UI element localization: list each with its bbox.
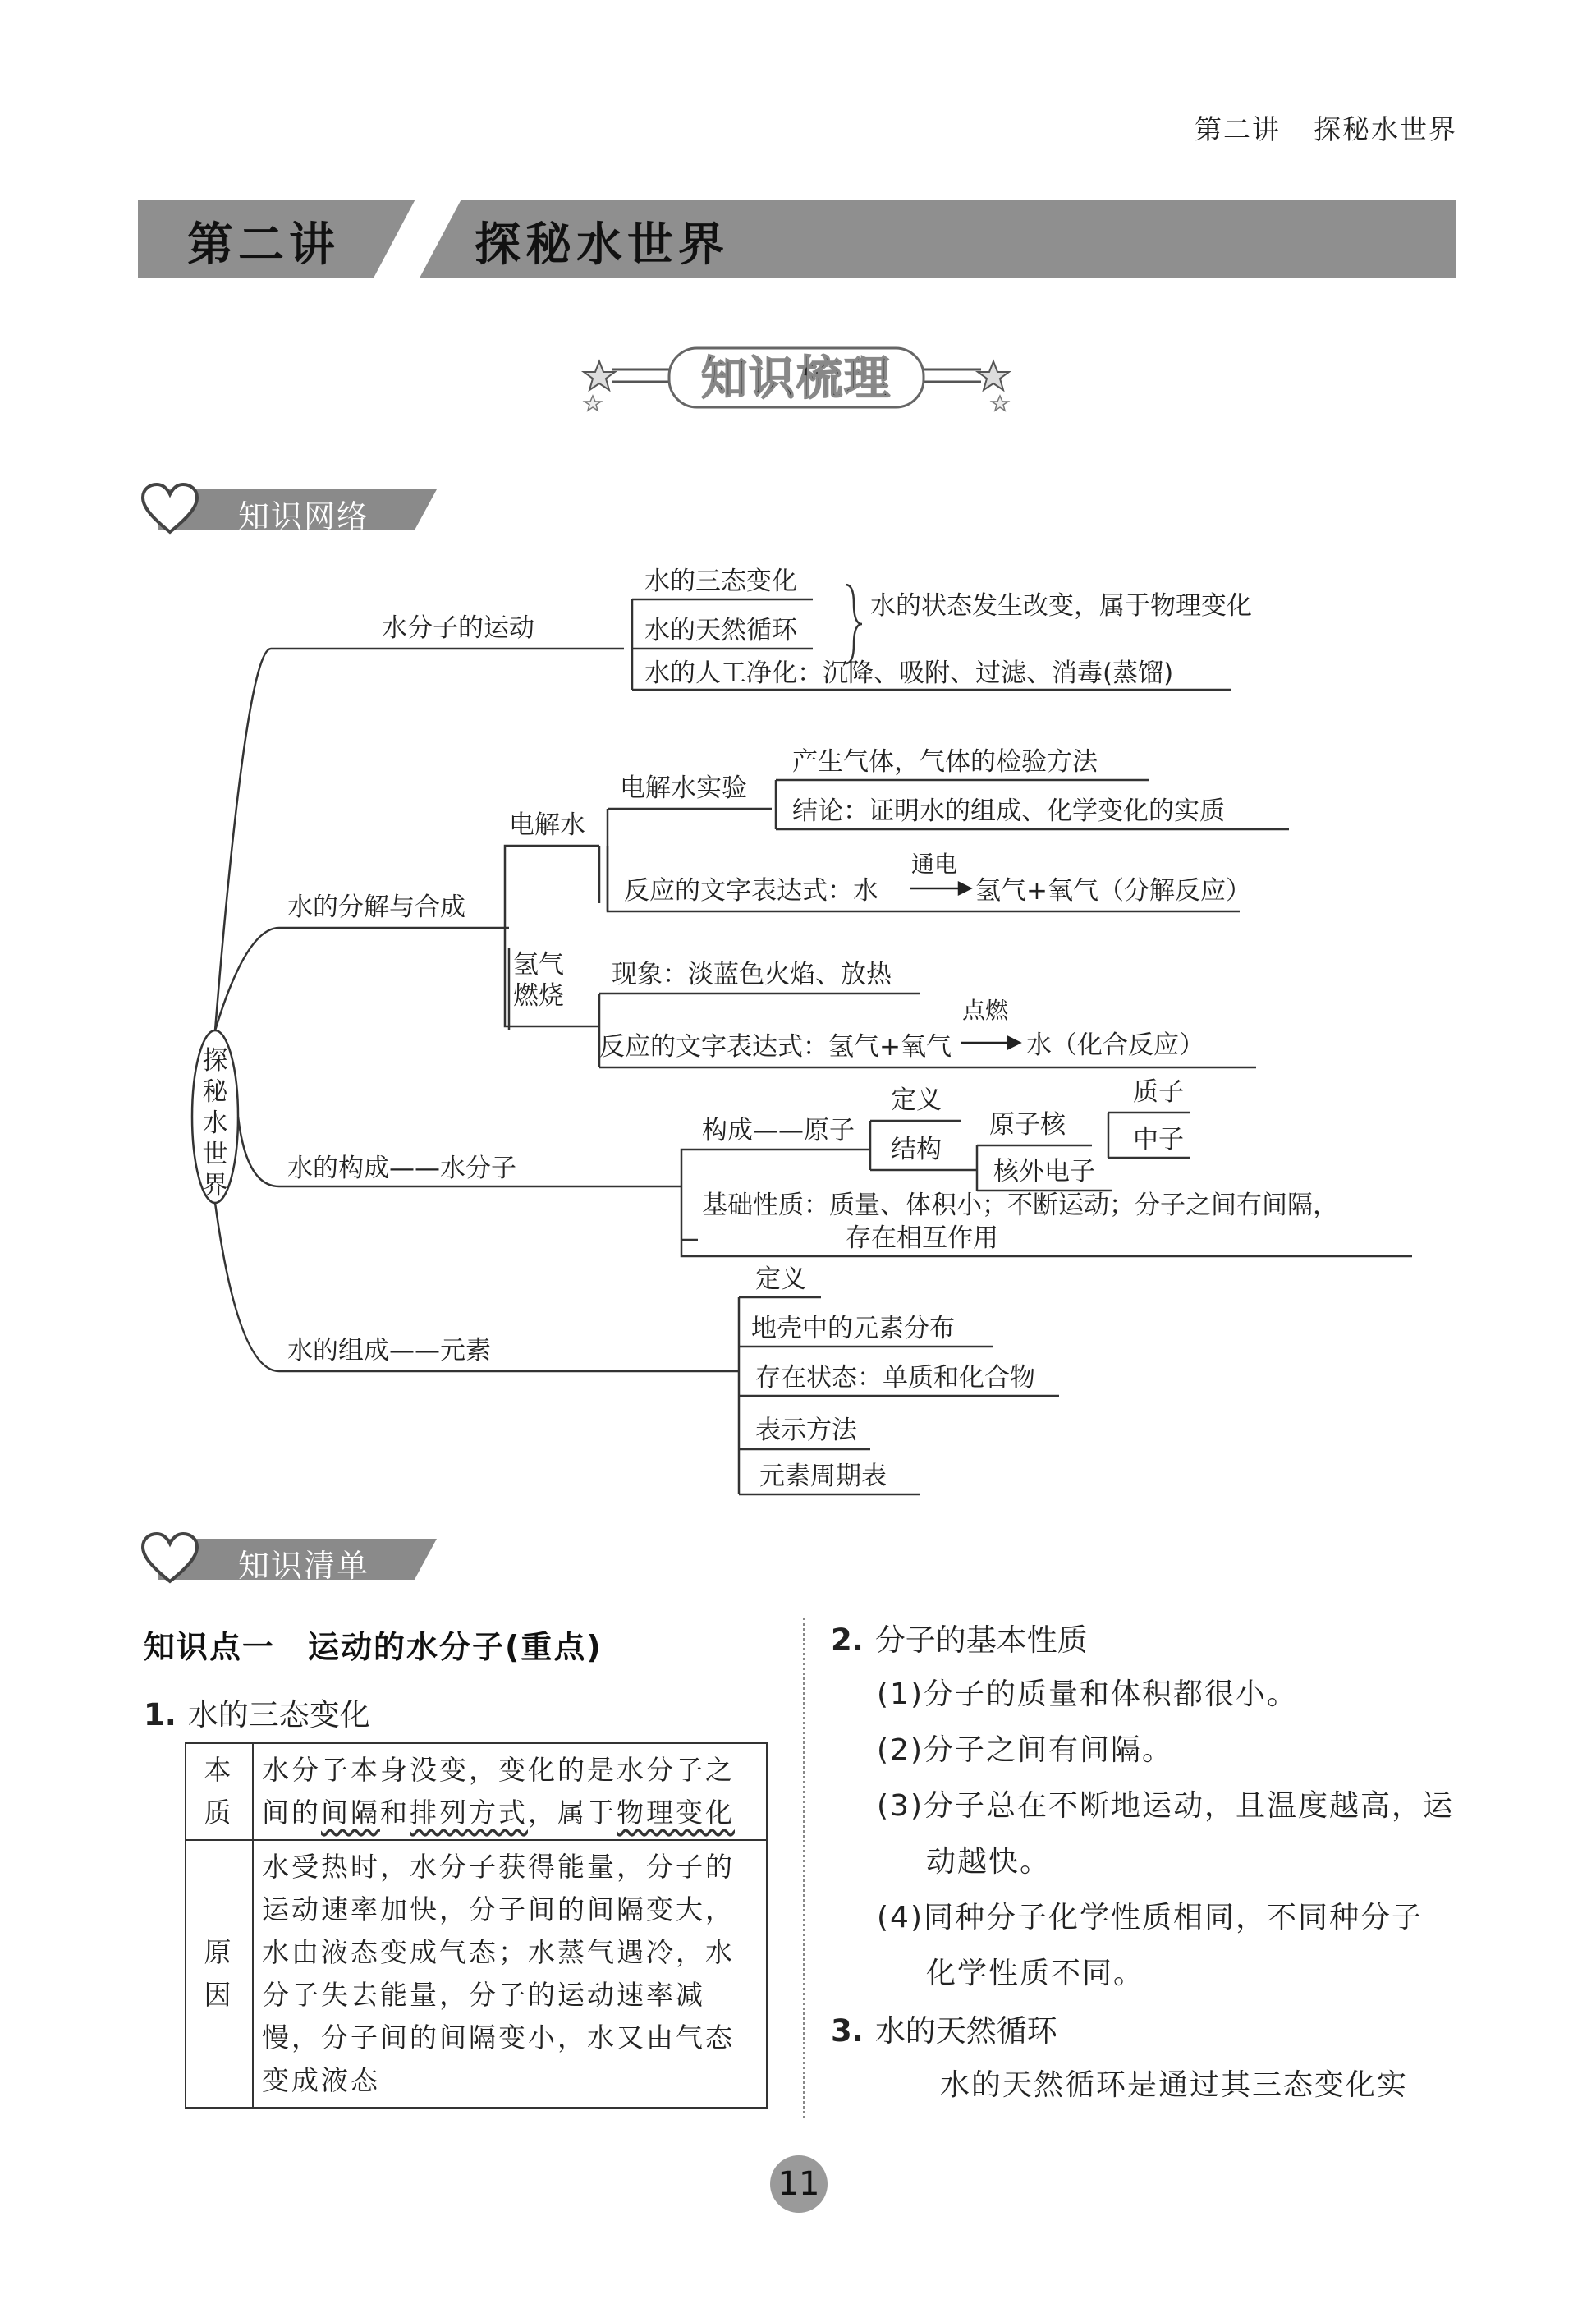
page-number: 11 (770, 2155, 828, 2213)
table-row (186, 1743, 767, 1840)
column-divider (803, 1618, 805, 2118)
section-list (141, 1534, 453, 1583)
node-electrolysis-products: 氢气+氧气（分解反应） (975, 876, 1251, 906)
node-definition: 定义 (891, 1085, 942, 1115)
item-number: 2. (831, 1622, 864, 1658)
property-1: (1)分子的质量和体积都很小。 (877, 1677, 1298, 1711)
node-natural-cycle: 水的天然循环 (644, 616, 797, 645)
mind-map-root-char: 探 (202, 1046, 228, 1076)
branch-molecule-motion: 水分子的运动 (382, 613, 534, 643)
lecture-title: 探秘水世界 (475, 218, 729, 272)
node-neutron: 中子 (1133, 1125, 1184, 1154)
property-3-cont: 动越快。 (926, 1845, 1052, 1879)
branch-water-structure: 水的构成——水分子 (287, 1154, 516, 1183)
node-electrolysis: 电解水 (509, 810, 585, 840)
node-phenomenon: 现象：淡蓝色火焰、放热 (612, 960, 892, 989)
running-header-chapter: 第二讲 (1195, 113, 1281, 145)
node-nucleus: 原子核 (989, 1110, 1066, 1140)
node-electrolysis-equation: 反应的文字表达式：水 (624, 876, 878, 906)
svg-text:世: 世 (202, 1140, 228, 1169)
table-row (186, 1840, 767, 2108)
item-three-states (144, 1690, 370, 1734)
table-key-cause: 原因 (186, 1840, 253, 2108)
property-3: (3)分子总在不断地运动，且温度越高，运 (877, 1789, 1454, 1823)
svg-text:秘: 秘 (202, 1077, 228, 1107)
knowledge-point-heading: 知识点一 运动的水分子(重点) (144, 1629, 603, 1665)
item-number: 3. (831, 2013, 864, 2049)
node-physical-change-note: 水的状态发生改变，属于物理变化 (870, 591, 1252, 621)
node-electron: 核外电子 (993, 1157, 1095, 1186)
node-element-definition: 定义 (755, 1264, 806, 1294)
node-electrolysis-experiment: 电解水实验 (620, 773, 747, 803)
item-title: 分子的基本性质 (874, 1622, 1088, 1658)
node-combustion-product: 水（化合反应） (1026, 1030, 1204, 1060)
item-title: 水的三态变化 (187, 1697, 370, 1732)
node-composition-atom: 构成——原子 (702, 1116, 855, 1145)
node-gas-test: 产生气体，气体的检验方法 (792, 747, 1098, 777)
property-4-cont: 化学性质不同。 (926, 1957, 1145, 1990)
node-proton: 质子 (1133, 1077, 1184, 1107)
node-hydrogen: 氢气 (513, 950, 564, 980)
property-4: (4)同种分子化学性质相同，不同种分子 (877, 1901, 1423, 1934)
lecture-number: 第二讲 (187, 218, 340, 272)
natural-cycle-text: 水的天然循环是通过其三态变化实 (940, 2068, 1409, 2102)
node-conclusion: 结论：证明水的组成、化学变化的实质 (792, 796, 1225, 826)
node-three-states: 水的三态变化 (644, 567, 797, 596)
branch-decomposition-synthesis: 水的分解与合成 (287, 893, 466, 922)
table-value-essence: 水分子本身没变，变化的是水分子之间的间隔和排列方式，属于物理变化 (253, 1743, 767, 1840)
heart-icon (141, 1532, 199, 1586)
svg-text:界: 界 (202, 1171, 228, 1200)
table-key-essence: 本质 (186, 1743, 253, 1840)
states-table (185, 1742, 768, 2109)
node-basic-property-cont: 存在相互作用 (846, 1223, 998, 1253)
item-number: 1. (144, 1697, 177, 1732)
node-combustion-equation: 反应的文字表达式：氢气+氧气 (599, 1032, 952, 1062)
branch-water-composition: 水的组成——元素 (287, 1336, 491, 1365)
item-natural-cycle (831, 2006, 1057, 2050)
condition-ignition: 点燃 (962, 997, 1009, 1024)
section-network-label: 知识网络 (238, 498, 370, 535)
node-artificial-purification: 水的人工净化：沉降、吸附、过滤、消毒(蒸馏) (644, 659, 1174, 688)
node-representation: 表示方法 (755, 1416, 857, 1445)
running-header-topic: 探秘水世界 (1314, 113, 1457, 145)
item-title: 水的天然循环 (874, 2013, 1057, 2049)
node-crust-distribution: 地壳中的元素分布 (751, 1314, 955, 1343)
node-structure: 结构 (891, 1135, 942, 1164)
section-list-label: 知识清单 (238, 1548, 370, 1584)
condition-electricity: 通电 (911, 851, 958, 878)
table-value-cause: 水受热时，水分子获得能量，分子的运动速率加快，分子间的间隔变大，水由液态变成气态；水蒸气遇冷，水分子失去能量，分子的运动速率减慢，分子间的间隔变小，水又由气态变成液态 (253, 1840, 767, 2108)
banner-label: 知识梳理 (701, 352, 892, 406)
svg-text:水: 水 (202, 1108, 228, 1138)
node-periodic-table: 元素周期表 (759, 1462, 887, 1491)
node-combustion: 燃烧 (513, 981, 564, 1011)
node-basic-property: 基础性质：质量、体积小；不断运动；分子之间有间隔， (702, 1191, 1338, 1220)
property-2: (2)分子之间有间隔。 (877, 1733, 1173, 1767)
item-molecule-properties (831, 1615, 1088, 1659)
node-existence-state: 存在状态：单质和化合物 (755, 1363, 1035, 1393)
